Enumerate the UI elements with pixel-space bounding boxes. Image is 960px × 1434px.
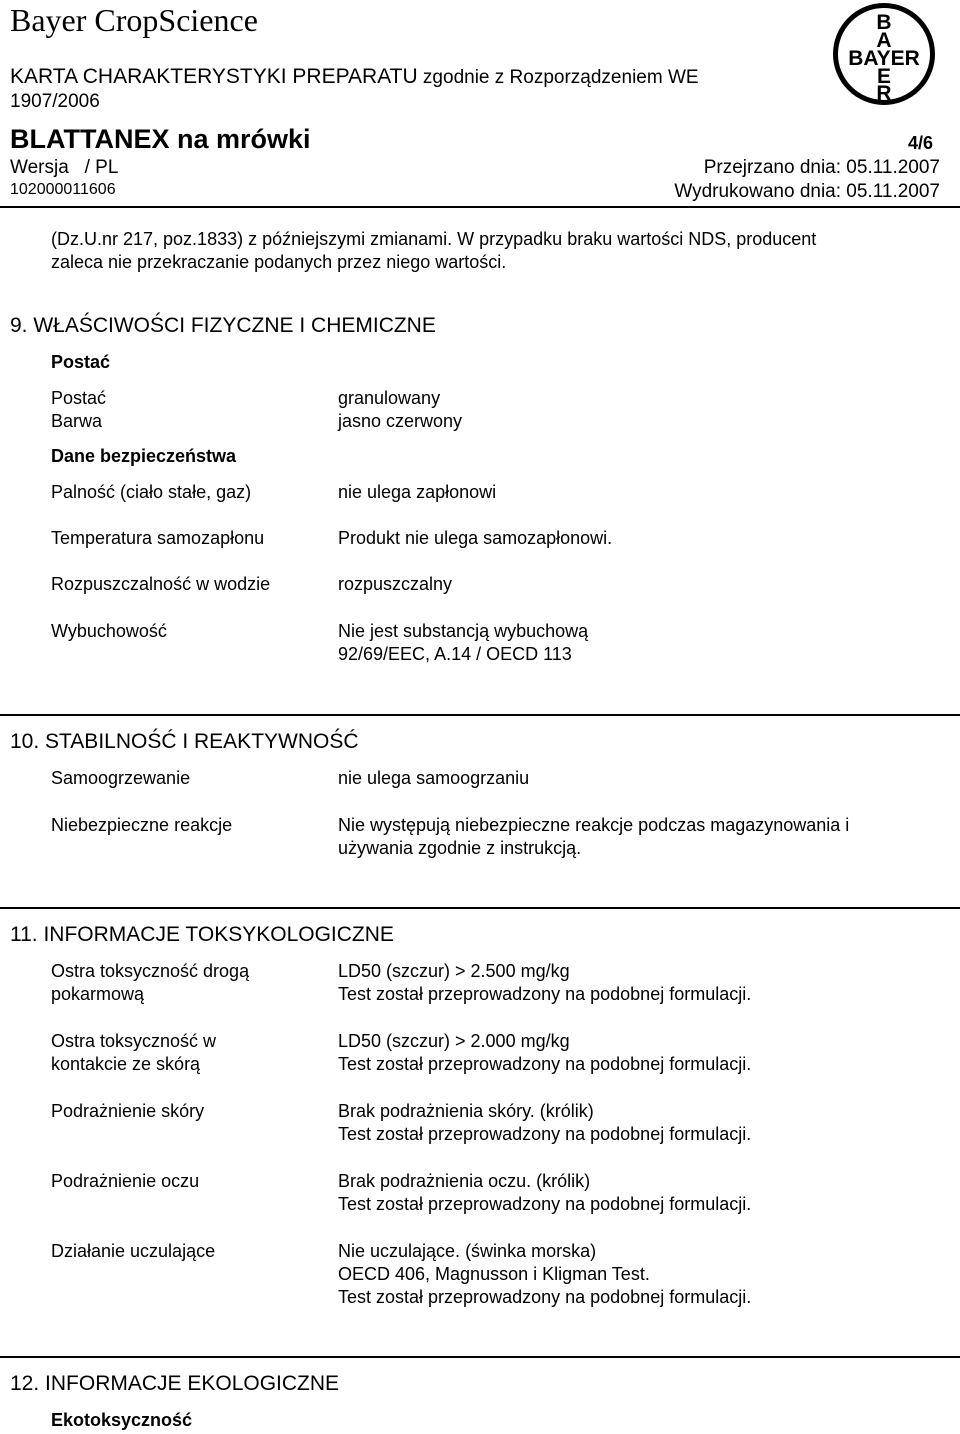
property-label: Temperatura samozapłonu <box>51 528 265 548</box>
section-9-subheading-safety: Dane bezpieczeństwa <box>51 446 237 466</box>
property-label-line-2: kontakcie ze skórą <box>51 1054 201 1074</box>
property-value-line-2: Test został przeprowadzony na podobnej formulacji. <box>338 984 752 1004</box>
property-label: Ostra toksyczność w <box>51 1031 217 1051</box>
property-value: Nie uczulające. (świnka morska) <box>338 1241 597 1261</box>
property-label: Rozpuszczalność w wodzie <box>51 574 271 594</box>
section-rule <box>0 1356 960 1358</box>
property-value-line-2: OECD 406, Magnusson i Kligman Test. <box>338 1264 650 1284</box>
property-value: Produkt nie ulega samozapłonowi. <box>338 528 613 548</box>
page-number: 4/6 <box>908 133 934 153</box>
card-title-prefix: KARTA CHARAKTERYSTYKI PREPARATU <box>10 65 418 88</box>
bayer-cross-logo-icon <box>832 2 936 106</box>
product-name: BLATTANEX na mrówki <box>10 124 311 154</box>
property-label: Podrażnienie skóry <box>51 1101 205 1121</box>
section-9-title: 9. WŁAŚCIWOŚCI FIZYCZNE I CHEMICZNE <box>10 314 436 337</box>
property-value: Brak podrażnienia skóry. (królik) <box>338 1101 594 1121</box>
property-value: Brak podrażnienia oczu. (królik) <box>338 1171 591 1191</box>
printed-date: Wydrukowano dnia: 05.11.2007 <box>674 181 940 202</box>
property-value-line-2: 92/69/EEC, A.14 / OECD 113 <box>338 644 572 664</box>
regulation-number: 1907/2006 <box>10 91 100 112</box>
version-label: Wersja <box>10 157 69 178</box>
property-label: Palność (ciało stałe, gaz) <box>51 482 252 502</box>
intro-line-1: (Dz.U.nr 217, poz.1833) z późniejszymi zmianami. W przypadku braku wartości NDS, producent <box>51 229 817 249</box>
logo-letter-e: E <box>876 65 892 88</box>
section-9-subheading-form: Postać <box>51 352 111 372</box>
property-value: jasno czerwony <box>338 411 463 431</box>
logo-letter-r: R <box>876 82 892 105</box>
property-label: Działanie uczulające <box>51 1241 216 1261</box>
logo-letter-b: B <box>876 11 892 34</box>
property-value-line-3: Test został przeprowadzony na podobnej formulacji. <box>338 1287 752 1307</box>
property-value-line-2: używania zgodnie z instrukcją. <box>338 838 582 858</box>
property-label: Barwa <box>51 411 103 431</box>
property-value: nie ulega samoogrzaniu <box>338 768 530 788</box>
property-label: Niebezpieczne reakcje <box>51 815 233 835</box>
version-language: / PL <box>84 157 119 178</box>
card-title <box>10 65 699 89</box>
property-value: Nie występują niebezpieczne reakcje podczas magazynowania i <box>338 815 850 835</box>
property-value-line-2: Test został przeprowadzony na podobnej formulacji. <box>338 1124 752 1144</box>
property-value: Nie jest substancją wybuchową <box>338 621 589 641</box>
property-value: LD50 (szczur) > 2.000 mg/kg <box>338 1031 570 1051</box>
brand-name: Bayer CropScience <box>10 2 258 38</box>
property-value: rozpuszczalny <box>338 574 453 594</box>
property-value: nie ulega zapłonowi <box>338 482 497 502</box>
logo-letter-a: A <box>876 29 892 52</box>
header-rule <box>0 206 960 208</box>
property-label-line-2: pokarmową <box>51 984 145 1004</box>
property-value-line-2: Test został przeprowadzony na podobnej formulacji. <box>338 1194 752 1214</box>
property-value-line-2: Test został przeprowadzony na podobnej formulacji. <box>338 1054 752 1074</box>
intro-line-2: zaleca nie przekraczanie podanych przez niego wartości. <box>51 252 507 272</box>
bayer-cross-logo <box>832 2 936 106</box>
property-value: LD50 (szczur) > 2.500 mg/kg <box>338 961 570 981</box>
property-label: Podrażnienie oczu <box>51 1171 200 1191</box>
section-10-title: 10. STABILNOŚĆ I REAKTYWNOŚĆ <box>10 730 359 753</box>
property-label: Wybuchowość <box>51 621 167 641</box>
reviewed-date: Przejrzano dnia: 05.11.2007 <box>703 157 940 178</box>
property-label: Ostra toksyczność drogą <box>51 961 250 981</box>
property-value: granulowany <box>338 388 441 408</box>
property-label: Samoogrzewanie <box>51 768 191 788</box>
section-12-subheading-ecotoxicity: Ekotoksyczność <box>51 1410 193 1430</box>
document-number: 102000011606 <box>10 181 116 198</box>
card-title-suffix: zgodnie z Rozporządzeniem WE <box>417 67 699 88</box>
section-rule <box>0 714 960 716</box>
section-12-title: 12. INFORMACJE EKOLOGICZNE <box>10 1372 340 1395</box>
section-11-title: 11. INFORMACJE TOKSYKOLOGICZNE <box>10 923 394 946</box>
section-rule <box>0 907 960 909</box>
logo-word-bayer: BAYER <box>848 47 920 70</box>
version <box>10 157 118 179</box>
property-label: Postać <box>51 388 107 408</box>
